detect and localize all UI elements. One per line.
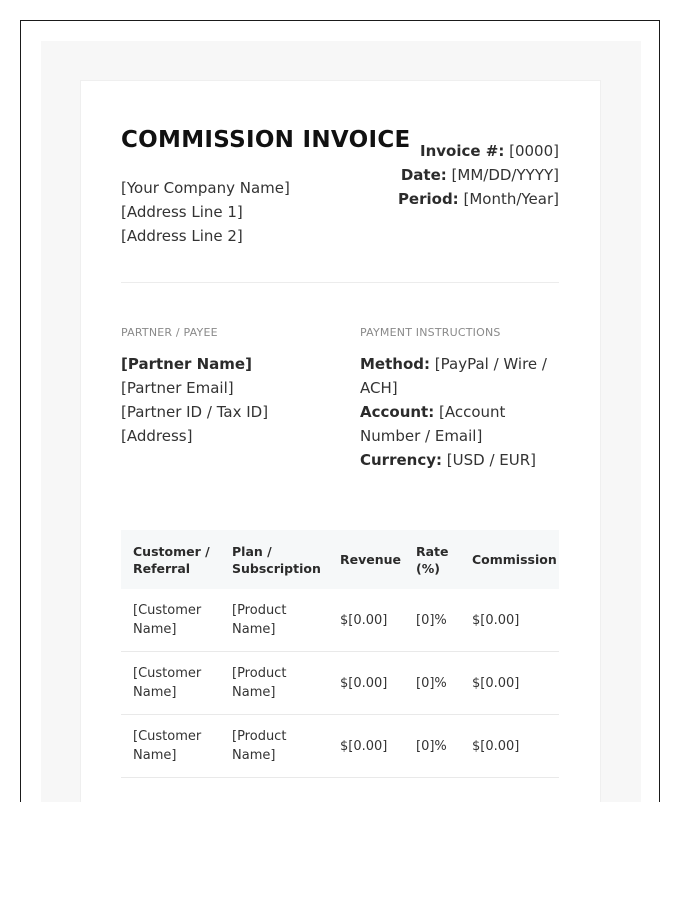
partner-section-label: PARTNER / PAYEE xyxy=(121,326,218,339)
cell-rate: [0]% xyxy=(404,715,460,778)
partner-address: [Address] xyxy=(121,427,193,445)
payment-currency-label: Currency: xyxy=(360,451,443,469)
cell-commission: $[0.00] xyxy=(460,652,559,715)
column-header-rate: Rate (%) xyxy=(416,543,449,576)
cell-customer: [Customer Name] xyxy=(121,652,220,715)
cell-rate: [0]% xyxy=(404,589,460,652)
partner-section xyxy=(121,326,341,448)
commission-table-wrap xyxy=(121,530,559,778)
payment-section-label: PAYMENT INSTRUCTIONS xyxy=(360,326,501,339)
invoice-sheet xyxy=(81,81,600,802)
header-divider xyxy=(121,282,559,283)
payment-section xyxy=(360,326,560,472)
table-row xyxy=(121,715,559,778)
payment-account-row xyxy=(360,400,560,448)
column-header-plan: Plan / Subscription xyxy=(232,543,321,576)
partner-email: [Partner Email] xyxy=(121,379,234,397)
cell-rate: [0]% xyxy=(404,652,460,715)
payment-account-value: [Account Number / Email] xyxy=(360,403,506,445)
column-header-commission: Commission xyxy=(472,552,557,567)
invoice-period-label: Period: xyxy=(397,190,459,208)
cell-revenue: $[0.00] xyxy=(328,652,404,715)
cell-revenue: $[0.00] xyxy=(328,715,404,778)
cell-plan: [Product Name] xyxy=(220,715,328,778)
cell-revenue: $[0.00] xyxy=(328,589,404,652)
cell-commission: $[0.00] xyxy=(460,715,559,778)
commission-table xyxy=(121,530,559,778)
cell-commission: $[0.00] xyxy=(460,589,559,652)
page-frame xyxy=(20,20,660,802)
payment-method-value: [PayPal / Wire / ACH] xyxy=(360,355,547,397)
invoice-number-row xyxy=(398,139,559,163)
partner-name: [Partner Name] xyxy=(121,355,252,373)
column-header-customer: Customer / Referral xyxy=(133,543,210,576)
payment-details xyxy=(360,352,560,472)
payment-method-label: Method: xyxy=(360,355,430,373)
invoice-date-row xyxy=(398,163,559,187)
invoice-content xyxy=(121,81,559,802)
table-row xyxy=(121,589,559,652)
table-header-row xyxy=(121,530,559,589)
partner-id: [Partner ID / Tax ID] xyxy=(121,403,269,421)
payment-currency-row xyxy=(360,448,560,472)
column-header-revenue: Revenue xyxy=(340,552,402,567)
invoice-title: COMMISSION INVOICE xyxy=(121,127,411,153)
invoice-meta xyxy=(398,139,559,211)
invoice-period-row xyxy=(398,187,559,211)
company-name: [Your Company Name] xyxy=(121,179,290,197)
table-row xyxy=(121,652,559,715)
partner-details xyxy=(121,352,341,448)
payment-account-label: Account: xyxy=(360,403,435,421)
company-address-line-2: [Address Line 2] xyxy=(121,227,243,245)
invoice-number-label: Invoice #: xyxy=(419,142,505,160)
cell-customer: [Customer Name] xyxy=(121,589,220,652)
payment-method-row xyxy=(360,352,560,400)
payment-currency-value: [USD / EUR] xyxy=(446,451,537,469)
cell-customer: [Customer Name] xyxy=(121,715,220,778)
invoice-period-value: [Month/Year] xyxy=(463,190,559,208)
cell-plan: [Product Name] xyxy=(220,652,328,715)
invoice-number-value: [0000] xyxy=(509,142,559,160)
cell-plan: [Product Name] xyxy=(220,589,328,652)
invoice-date-value: [MM/DD/YYYY] xyxy=(451,166,559,184)
company-address-line-1: [Address Line 1] xyxy=(121,203,243,221)
invoice-date-label: Date: xyxy=(400,166,447,184)
company-block xyxy=(121,176,290,248)
